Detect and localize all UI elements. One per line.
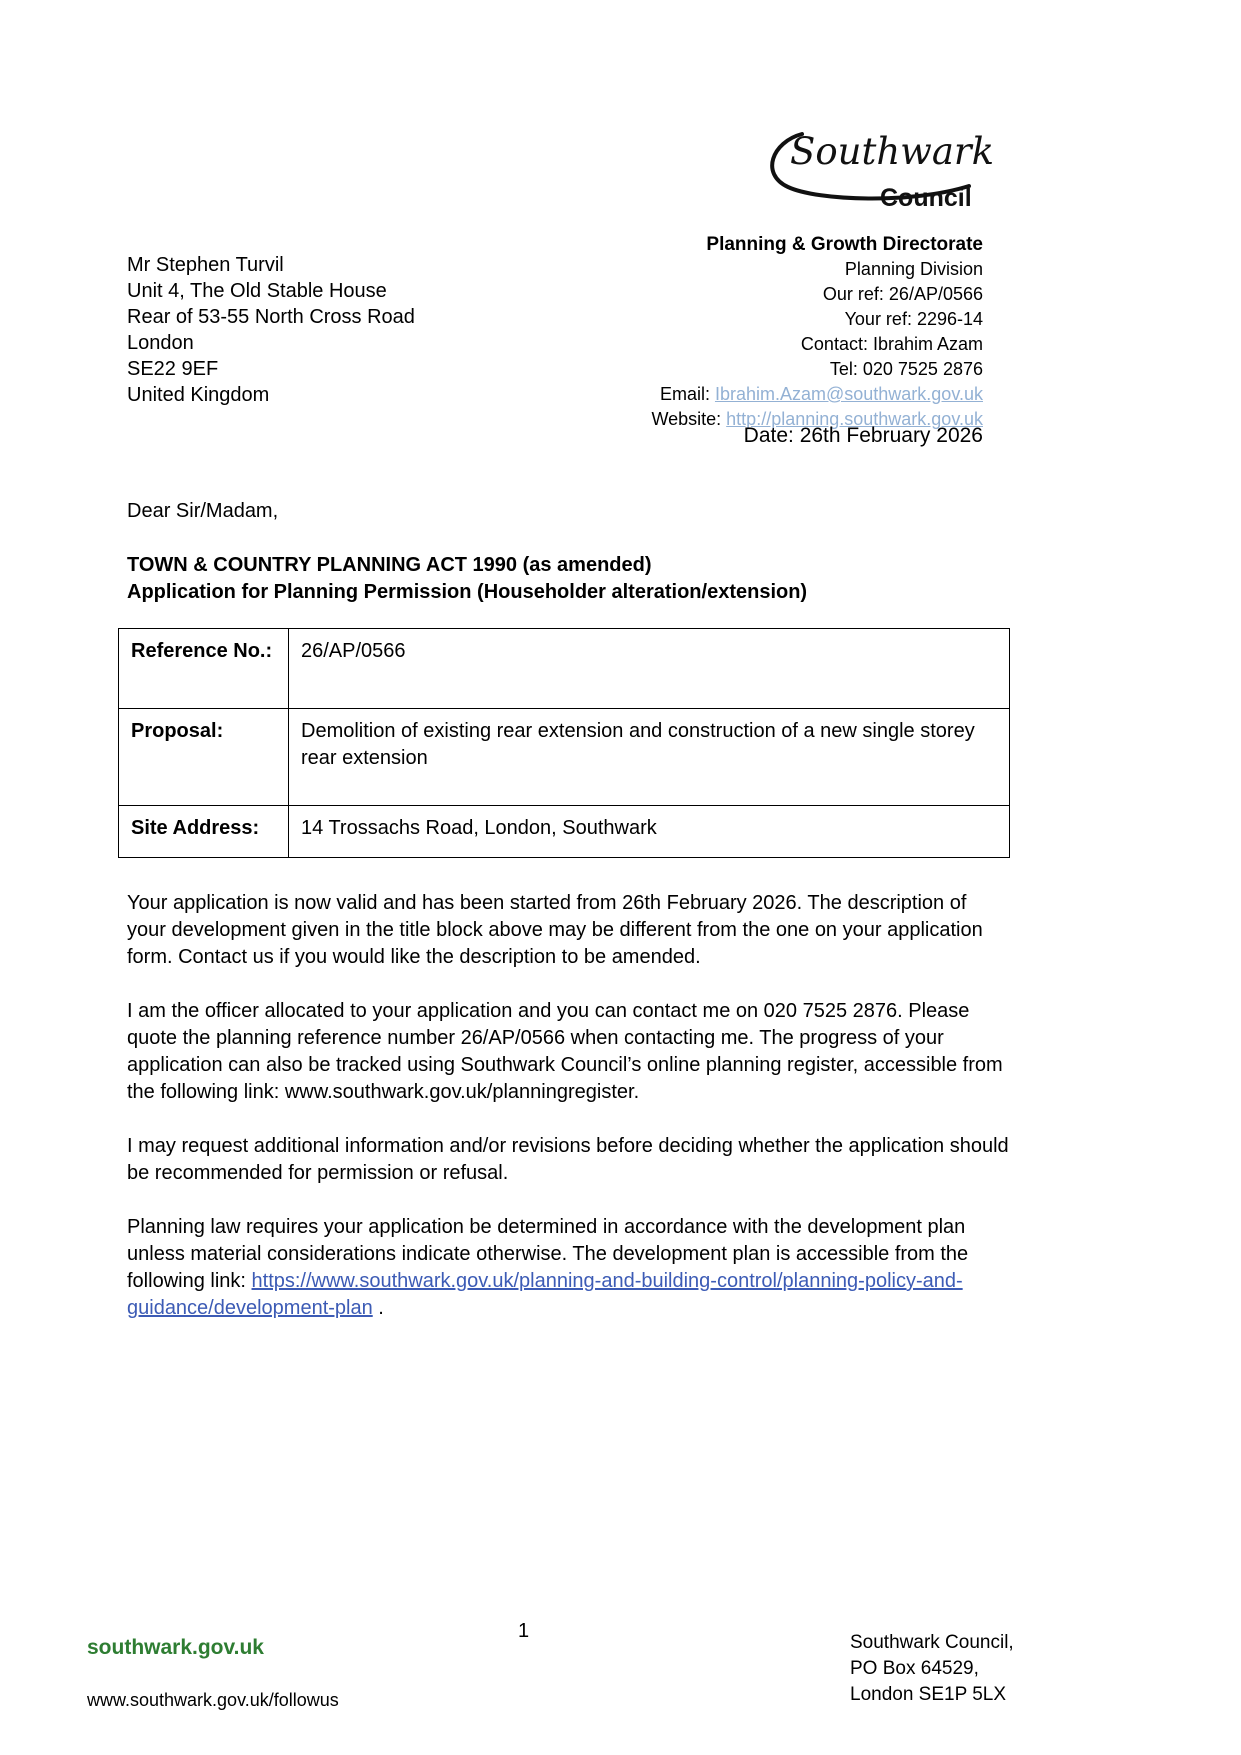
table-row (119, 629, 1010, 709)
contact-name: Contact: Ibrahim Azam (800, 334, 983, 354)
recipient-address (127, 252, 415, 408)
reference-label: Reference No.: (119, 629, 289, 709)
proposal-value: Demolition of existing rear extension and construction of a new single storey rear extension (289, 709, 1010, 806)
email-link[interactable]: Ibrahim.Azam@southwark.gov.uk (714, 384, 983, 404)
paragraph-officer: I am the officer allocated to your application and you can contact me on 020 7525 2876. Please quote the planning reference number 26/AP/0566 when contacting me. The progress of your application can also be tracked using Southwark Council’s online planning register, accessible from the following link: www.southwark.gov.uk/planningregister. (127, 1000, 1003, 1103)
recipient-line: SE22 9EF (127, 358, 219, 380)
paragraph-validity: Your application is now valid and has been started from 26th February 2026. The description of your development given in the title block above may be different from the one on your application form. Contact us if you would like the description to be amended. (127, 892, 983, 968)
email-label: Email: (659, 384, 715, 404)
contact-block (651, 232, 983, 432)
footer-left (87, 1636, 339, 1711)
site-address-label: Site Address: (119, 806, 289, 858)
letter-heading (127, 552, 1010, 606)
logo-swoosh-icon (762, 112, 992, 217)
website-link[interactable]: http://planning.southwark.gov.uk (726, 409, 983, 429)
logo-wordmark: Southwark (790, 130, 992, 173)
directorate-title: Planning & Growth Directorate (706, 234, 983, 255)
recipient-line: Unit 4, The Old Stable House (127, 280, 387, 302)
development-plan-text: Planning law requires your application be determined in accordance with the development plan unless material considerations indicate otherwise. The development plan is accessible from the following link: (127, 1216, 969, 1292)
recipient-line: Mr Stephen Turvil (127, 254, 284, 276)
division: Planning Division (844, 259, 983, 279)
website-label: Website: (651, 409, 727, 429)
proposal-label: Proposal: (119, 709, 289, 806)
email-line (651, 382, 983, 407)
recipient-line: London (127, 332, 194, 354)
letter-body (127, 498, 1010, 1349)
table-row (119, 806, 1010, 858)
heading-line1: TOWN & COUNTRY PLANNING ACT 1990 (as amended) (127, 554, 652, 576)
application-summary-table (118, 628, 1010, 858)
paragraph-development-plan (127, 1214, 1010, 1322)
heading-line2: Application for Planning Permission (Householder alteration/extension) (127, 581, 808, 603)
site-address-value: 14 Trossachs Road, London, Southwark (289, 806, 1010, 858)
table-row (119, 709, 1010, 806)
page-number: 1 (518, 1620, 530, 1642)
recipient-line: United Kingdom (127, 384, 270, 406)
recipient-line: Rear of 53-55 North Cross Road (127, 306, 415, 328)
paragraph-revisions: I may request additional information and/or revisions before deciding whether the application should be recommended for permission or refusal. (127, 1135, 1009, 1184)
footer-site-url: southwark.gov.uk (87, 1636, 264, 1659)
development-plan-link[interactable]: https://www.southwark.gov.uk/planning-and-building-control/planning-policy-and-guidance/development-plan (127, 1270, 963, 1319)
footer-address-line: London SE1P 5LX (850, 1684, 1007, 1705)
our-ref: Our ref: 26/AP/0566 (822, 284, 983, 304)
development-plan-suffix: . (372, 1297, 384, 1319)
southwark-council-logo (762, 112, 992, 217)
footer-followus-url: www.southwark.gov.uk/followus (87, 1690, 339, 1710)
telephone: Tel: 020 7525 2876 (829, 359, 983, 379)
date-line: Date: 26th February 2026 (743, 424, 983, 447)
logo-subtitle: Council (880, 184, 972, 212)
reference-value: 26/AP/0566 (289, 629, 1010, 709)
footer-address-line: PO Box 64529, (850, 1658, 979, 1679)
salutation: Dear Sir/Madam, (127, 500, 279, 522)
footer-address-line: Southwark Council, (850, 1632, 1014, 1653)
footer-council-address (850, 1630, 1014, 1708)
your-ref: Your ref: 2296-14 (844, 309, 983, 329)
